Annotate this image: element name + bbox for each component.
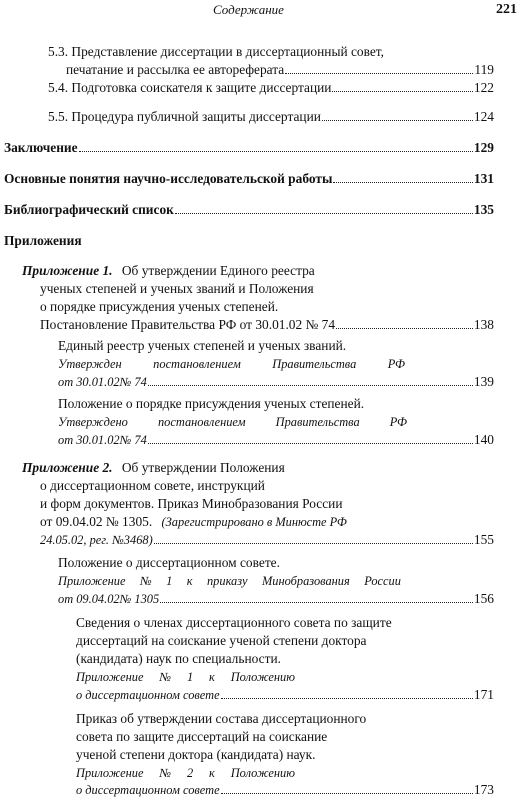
approval-word: России: [364, 574, 401, 588]
order-title-line2: совета по защите диссертаций на соискание: [76, 729, 328, 744]
dot-leader: [285, 61, 473, 74]
running-head-title: Содержание: [213, 2, 284, 17]
toc-page-number: 138: [473, 317, 494, 332]
approval-word: Приложение: [76, 766, 144, 780]
dot-leader: [333, 170, 473, 183]
page-number: 221: [496, 2, 517, 17]
dot-leader: [332, 79, 472, 92]
toc-entry-concepts[interactable]: [4, 170, 494, 188]
toc-entry-council-regulation[interactable]: [58, 590, 494, 608]
toc-page-number: 122: [473, 80, 494, 95]
members-title-line3: (кандидата) наук по специальности.: [76, 651, 281, 666]
appendix-2-title-line2: о диссертационном совете, инструкций: [40, 478, 265, 493]
approval-word: к: [209, 670, 215, 684]
running-head: [0, 2, 521, 22]
appendix-2-registration: (Зарегистрировано в Минюсте РФ: [161, 515, 347, 529]
toc-page-number: 140: [473, 432, 494, 447]
toc-entry-text: от 09.04.02№ 1305: [58, 592, 160, 606]
toc-entry-conclusion[interactable]: [4, 139, 494, 157]
approval-word: 2: [186, 766, 194, 780]
dot-leader: [160, 590, 473, 603]
appendix-2-title-line1[interactable]: [22, 459, 285, 477]
members-approval: [76, 668, 295, 686]
members-title-line2: диссертаций на соискание ученой степени доктора: [76, 633, 367, 648]
approval-word: Положению: [230, 670, 295, 684]
toc-entry-council-members[interactable]: [76, 686, 494, 704]
approval-word: Утверждено: [58, 415, 128, 429]
approval-word: РФ: [387, 357, 405, 371]
approval-word: №: [139, 574, 152, 588]
toc-page-number: 124: [473, 109, 494, 124]
approval-word: к: [209, 766, 215, 780]
appendix-2-title-line3: и форм документов. Приказ Минобразования России: [40, 496, 343, 511]
toc-entry-text: о диссертационном совете: [76, 783, 220, 797]
dot-leader: [336, 316, 473, 329]
toc-page-number: 131: [473, 171, 494, 186]
regulation-approval: [58, 413, 407, 431]
appendix-1-title: Об утверждении Единого реестра: [121, 263, 315, 278]
toc-entry-text: о диссертационном совете: [76, 688, 220, 702]
approval-word: Правительства: [275, 415, 360, 429]
toc-entry-5-3[interactable]: [66, 61, 494, 79]
appendix-2-label: Приложение 2.: [22, 460, 113, 475]
toc-entry-text: 5.5. Процедура публичной защиты диссертации: [48, 109, 321, 124]
toc-entry-appendix-2[interactable]: [40, 531, 494, 549]
approval-word: постановлением: [153, 357, 241, 371]
approval-word: 1: [186, 670, 194, 684]
dot-leader: [148, 431, 473, 444]
approval-word: Правительства: [272, 357, 357, 371]
toc-page-number: 156: [473, 591, 494, 606]
toc-entry-5-3-line1: 5.3. Представление диссертации в диссертационный совет,: [48, 44, 384, 59]
approval-word: Приложение: [76, 670, 144, 684]
approval-word: РФ: [389, 415, 407, 429]
toc-entry-text: Библиографический список: [4, 202, 174, 217]
dot-leader: [79, 139, 473, 152]
appendix-1-title-line2: ученых степеней и ученых званий и Положения: [40, 281, 314, 296]
order-approval: [76, 764, 295, 782]
toc-page-number: 171: [473, 687, 494, 702]
approval-word: Утвержден: [58, 357, 122, 371]
approval-word: Минобразования: [261, 574, 350, 588]
toc-entry-text: 5.4. Подготовка соискателя к защите диссертации: [48, 80, 332, 95]
dot-leader: [175, 201, 473, 214]
toc-page-number: 119: [474, 62, 494, 77]
council-regulation-title: Положение о диссертационном совете.: [58, 555, 280, 570]
dot-leader: [148, 373, 473, 386]
approval-word: №: [159, 670, 172, 684]
order-title-line3: ученой степени доктора (кандидата) наук.: [76, 747, 316, 762]
toc-entry-registry[interactable]: [58, 373, 494, 391]
toc-entry-text: 24.05.02, рег. №3468): [40, 533, 153, 547]
dot-leader: [221, 686, 473, 699]
toc-page-number: 135: [473, 202, 494, 217]
toc-page-number: 139: [473, 374, 494, 389]
appendix-2-title-line4: [40, 513, 347, 531]
members-title-line1: Сведения о членах диссертационного совета по защите: [76, 615, 392, 630]
toc-entry-text: от 30.01.02№ 74: [58, 375, 147, 389]
toc-entry-regulation[interactable]: [58, 431, 494, 449]
approval-word: 1: [166, 574, 173, 588]
toc-page-number: 173: [473, 782, 494, 797]
appendix-1-label: Приложение 1.: [22, 263, 113, 278]
toc-appendices-heading: Приложения: [4, 233, 82, 248]
regulation-title: Положение о порядке присуждения ученых степеней.: [58, 396, 365, 411]
dot-leader: [221, 781, 473, 794]
toc-entry-text: печатание и рассылка ее автореферата: [66, 62, 285, 77]
toc-entry-text: от 30.01.02№ 74: [58, 433, 147, 447]
toc-page-number: 155: [473, 532, 494, 547]
toc-entry-text: Основные понятия научно-исследовательской работы: [4, 171, 333, 186]
approval-word: Приложение: [58, 574, 126, 588]
appendix-2-title: Об утверждении Положения: [121, 460, 285, 475]
toc-entry-appendix-1[interactable]: [40, 316, 494, 334]
toc-entry-text: Постановление Правительства РФ от 30.01.02 № 74: [40, 317, 336, 332]
appendix-2-order-number: от 09.04.02 № 1305.: [40, 514, 153, 529]
registry-approval: [58, 355, 405, 373]
registry-title: Единый реестр ученых степеней и ученых званий.: [58, 338, 347, 353]
order-title-line1: Приказ об утверждении состава диссертационного: [76, 711, 367, 726]
approval-word: Положению: [230, 766, 295, 780]
toc-entry-5-4[interactable]: [48, 79, 494, 97]
approval-word: к: [186, 574, 193, 588]
appendix-1-title-line3: о порядке присуждения ученых степеней.: [40, 299, 279, 314]
dot-leader: [322, 108, 473, 121]
dot-leader: [154, 531, 473, 544]
council-regulation-approval: [58, 572, 401, 590]
appendix-1-title-line1[interactable]: [22, 262, 315, 280]
toc-entry-council-composition-order[interactable]: [76, 781, 494, 799]
toc-entry-bibliography[interactable]: [4, 201, 494, 219]
approval-word: №: [159, 766, 172, 780]
toc-entry-5-5[interactable]: [48, 108, 494, 126]
approval-word: приказу: [206, 574, 248, 588]
toc-page-number: 129: [473, 140, 494, 155]
toc-entry-text: Заключение: [4, 140, 78, 155]
approval-word: постановлением: [157, 415, 246, 429]
